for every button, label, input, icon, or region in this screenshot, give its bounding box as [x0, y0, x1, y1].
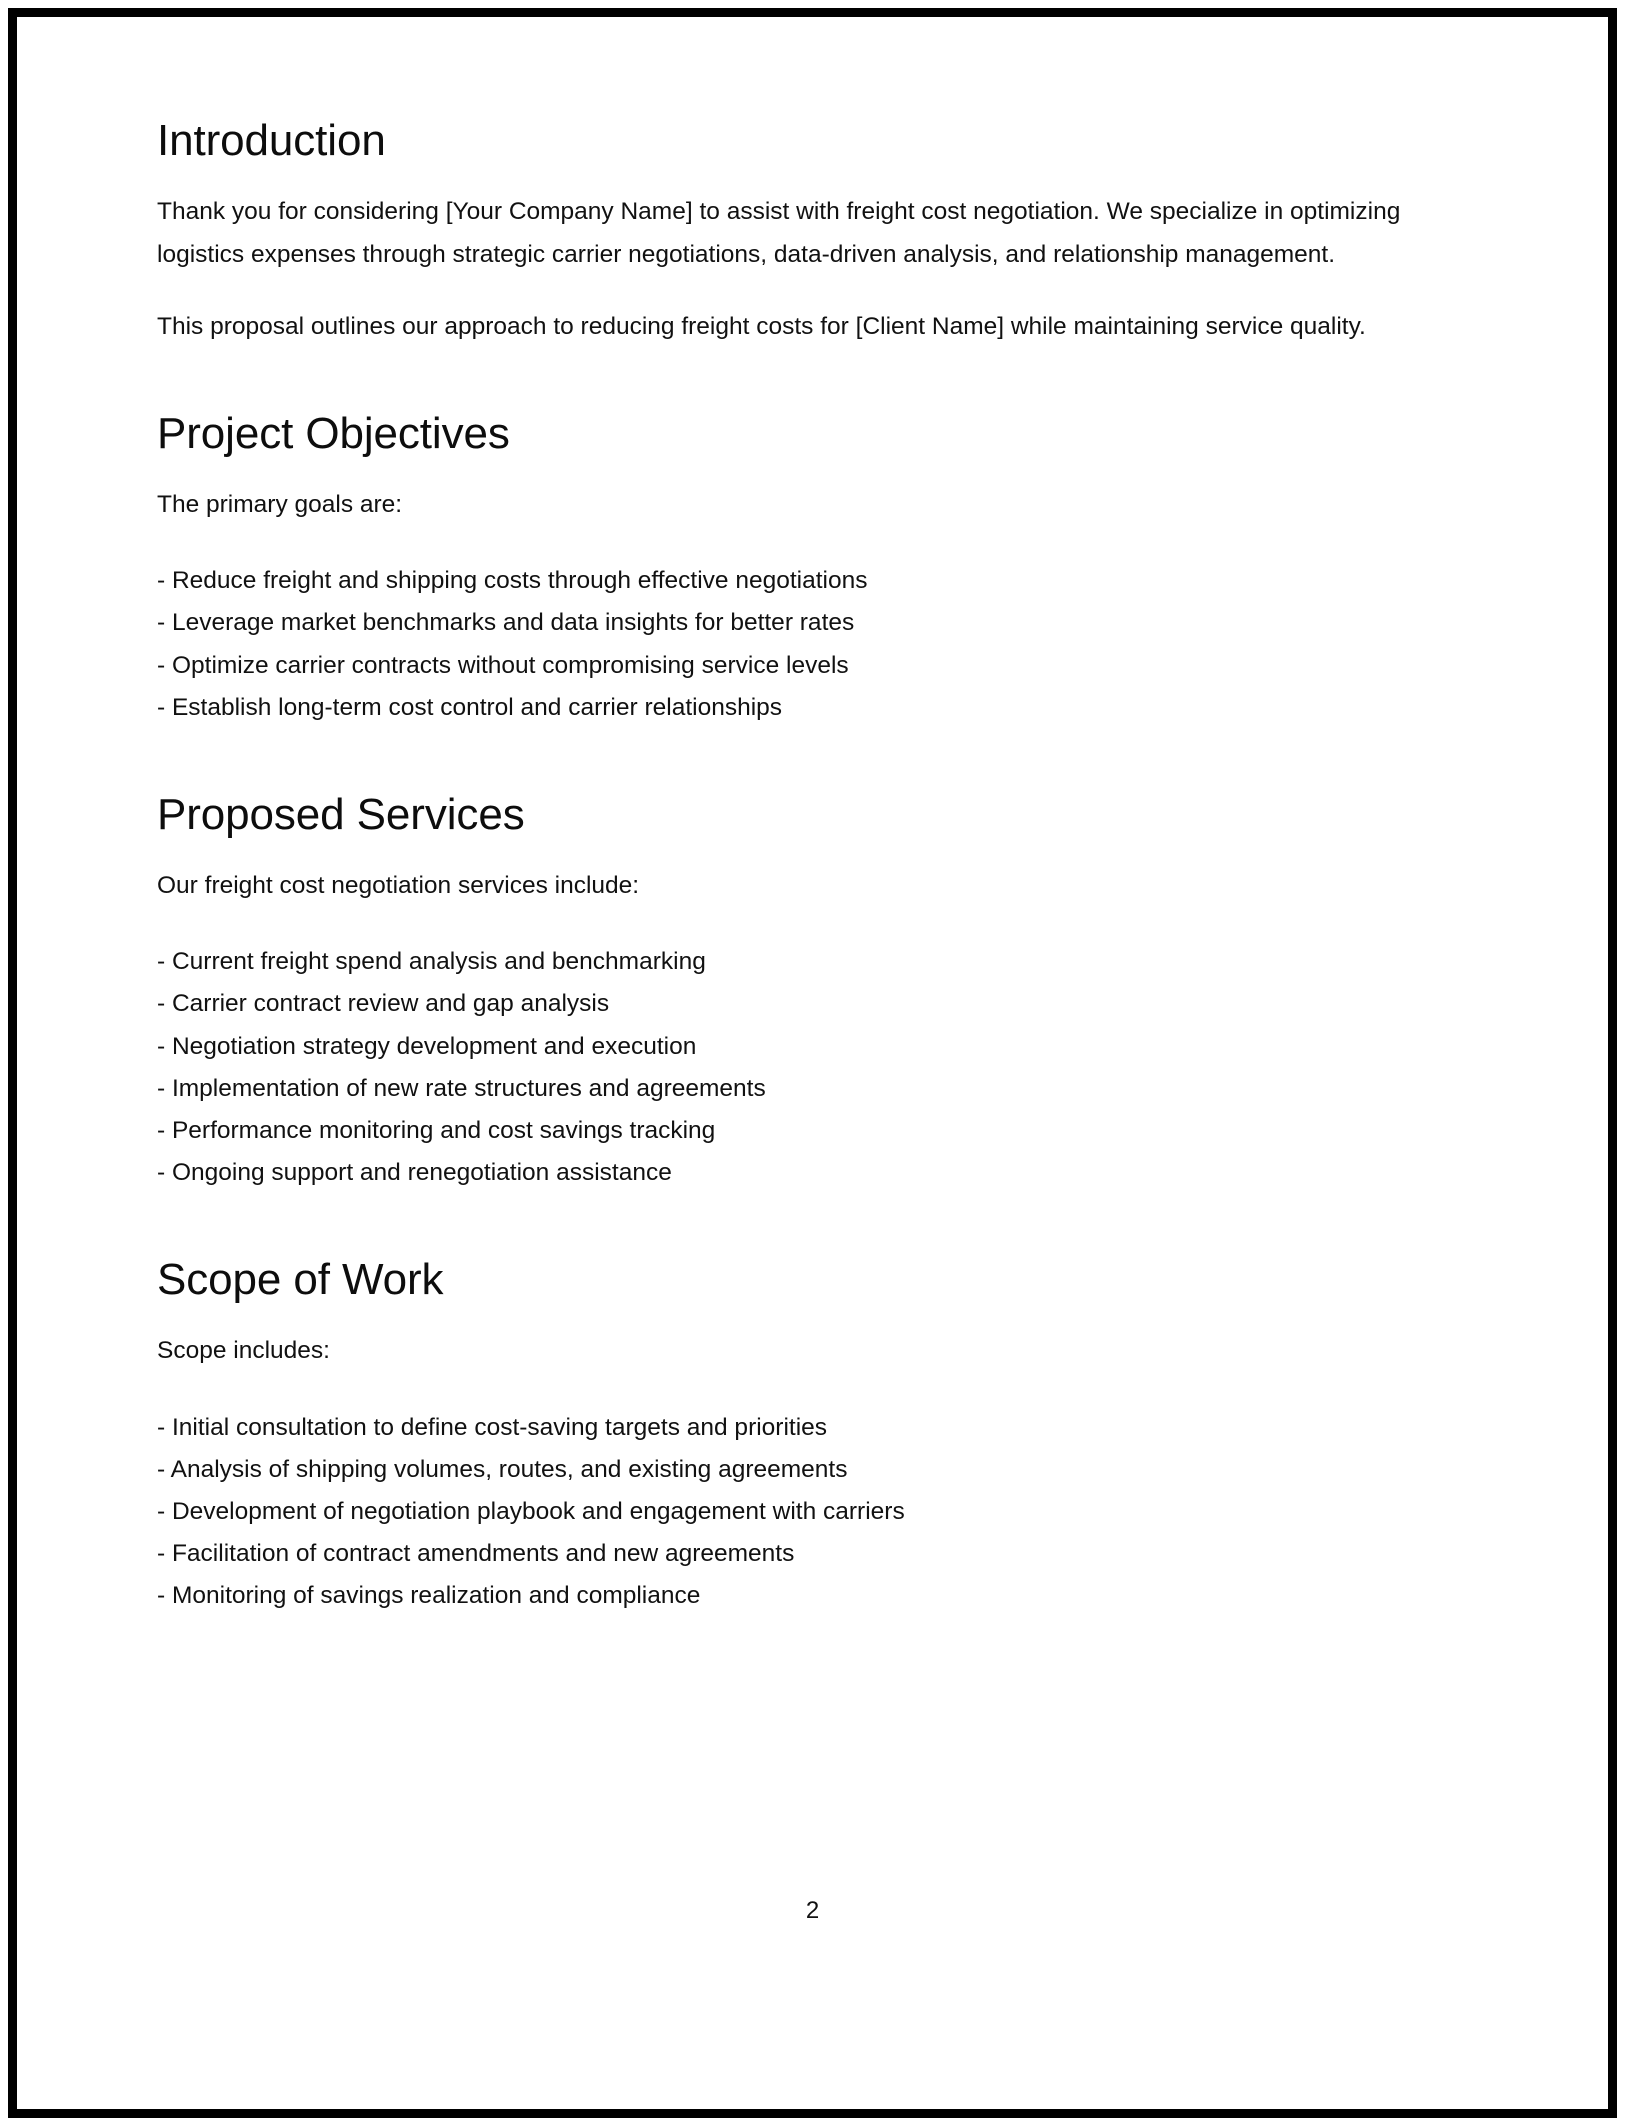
page-number: 2	[805, 1897, 820, 1924]
list-item: - Negotiation strategy development and execution	[157, 1032, 697, 1060]
list-item: - Development of negotiation playbook and engagement with carriers	[157, 1497, 905, 1525]
heading-scope-of-work-wrapper	[157, 1256, 1477, 1304]
section-introduction	[157, 117, 1477, 165]
intro-paragraph-2: This proposal outlines our approach to reducing freight costs for [Client Name] while maintaining service quality.	[157, 312, 1366, 340]
bullet-list-proposed-services	[157, 941, 1477, 1194]
page-surface	[17, 17, 1608, 2109]
list-item: - Ongoing support and renegotiation assistance	[157, 1158, 672, 1186]
page-frame	[8, 8, 1617, 2118]
bullet-list-project-objectives	[157, 560, 1477, 729]
list-item: - Leverage market benchmarks and data insights for better rates	[157, 609, 855, 637]
lead-in-scope-of-work: Scope includes:	[157, 1337, 330, 1365]
heading-proposed-services: Proposed Services	[157, 789, 525, 839]
list-item: - Implementation of new rate structures and agreements	[157, 1074, 766, 1102]
page-title: Introduction	[157, 116, 386, 165]
section-project-objectives	[157, 410, 1477, 729]
list-item: - Establish long-term cost control and carrier relationships	[157, 693, 783, 721]
list-item: - Optimize carrier contracts without compromising service levels	[157, 651, 849, 679]
list-item: - Analysis of shipping volumes, routes, and existing agreements	[157, 1455, 848, 1483]
lead-in-project-objectives: The primary goals are:	[157, 491, 403, 519]
list-item: - Facilitation of contract amendments and new agreements	[157, 1539, 795, 1567]
heading-project-objectives: Project Objectives	[157, 408, 510, 458]
list-item: - Performance monitoring and cost savings tracking	[157, 1116, 716, 1144]
list-item: - Monitoring of savings realization and compliance	[157, 1582, 701, 1610]
section-proposed-services	[157, 791, 1477, 1194]
list-item: - Reduce freight and shipping costs through effective negotiations	[157, 567, 868, 595]
intro-paragraph-1: Thank you for considering [Your Company Name] to assist with freight cost negotiation. We specialize in optimizing logistics expenses through strategic carrier negotiations, data-driven analysis, and relationship management.	[157, 198, 1401, 268]
list-item: - Current freight spend analysis and benchmarking	[157, 948, 706, 976]
list-item: - Carrier contract review and gap analysis	[157, 990, 610, 1018]
heading-project-objectives-wrapper	[157, 410, 1477, 458]
document-content	[157, 117, 1477, 1617]
lead-in-proposed-services: Our freight cost negotiation services include:	[157, 872, 640, 900]
heading-proposed-services-wrapper	[157, 791, 1477, 839]
section-scope-of-work	[157, 1256, 1477, 1617]
list-item: - Initial consultation to define cost-saving targets and priorities	[157, 1413, 828, 1441]
bullet-list-scope-of-work	[157, 1407, 1477, 1618]
heading-scope-of-work: Scope of Work	[157, 1255, 444, 1305]
